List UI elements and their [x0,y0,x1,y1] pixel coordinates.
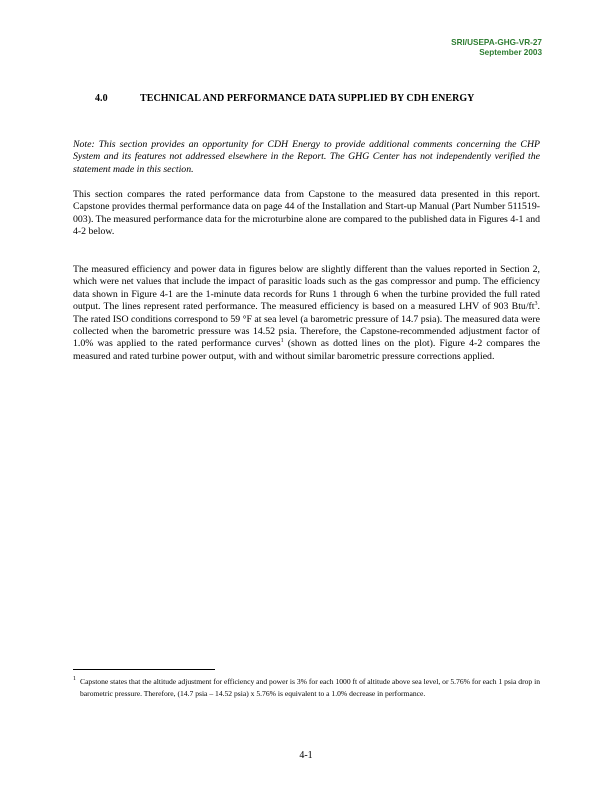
note-paragraph: Note: This section provides an opportunity for CDH Energy to provide additional comments concerning the CHP System and its features not addressed elsewhere in the Report. The GHG Center has not independently verified the statement made in this section. [73,139,540,175]
section-title: TECHNICAL AND PERFORMANCE DATA SUPPLIED BY CDH ENERGY [140,93,475,104]
paragraph-text-1: The measured efficiency and power data in figures below are slightly different than the values reported in Section 2, which were net values that include the impact of parasitic loads such as the gas compressor and pump. The efficiency data shown in Figure 4-1 are the 1-minute data records for Runs 1 through 6 when the turbine provided the full rated output. The lines represent rated performance. The measured efficiency is based on a measured LHV of 903 Btu/ft [73,264,540,313]
report-id: SRI/USEPA-GHG-VR-27 [451,38,542,47]
report-header [451,38,542,58]
paragraph-text-3: (shown as dotted lines on the plot). Figure 4-2 compares the measured and rated turbine power output, with and without similar barometric pressure corrections applied. [73,338,540,362]
intro-paragraph: This section compares the rated performance data from Capstone to the measured data presented in this report. Capstone provides thermal performance data on page 44 of the Installation and Start-up Manual (Part Number 511519-003). The measured performance data for the microturbine alone are compared to the published data in Figures 4-1 and 4-2 below. [73,189,540,238]
page-number: 4-1 [299,750,313,761]
section-number: 4.0 [95,93,108,104]
footnote-reference: 1 [280,338,284,345]
footnote-number: 1 [73,676,76,682]
report-date: September 2003 [479,48,542,57]
footnote [73,676,540,699]
footnote-text: Capstone states that the altitude adjustment for efficiency and power is 3% for each 1000 ft of altitude above sea level, or 5.76% for each 1 psia drop in barometric pressure. Therefore, (14.7 psia – 14.52 psia) x 5.76% is equivalent to a 1.0% decrease in performance. [80,677,540,698]
section-heading [95,93,474,104]
measurement-paragraph [73,264,540,363]
paragraph-text-2: . The rated ISO conditions correspond to 59 °F at sea level (a barometric pressure of 14.7 psia). The measured data were collected when the barometric pressure was 14.52 psia. Therefore, the Capstone-recommended adjustment factor of 1.0% was applied to the rated performance curves [73,301,540,350]
footnote-divider [73,669,215,670]
superscript-cubed: 3 [534,301,538,308]
